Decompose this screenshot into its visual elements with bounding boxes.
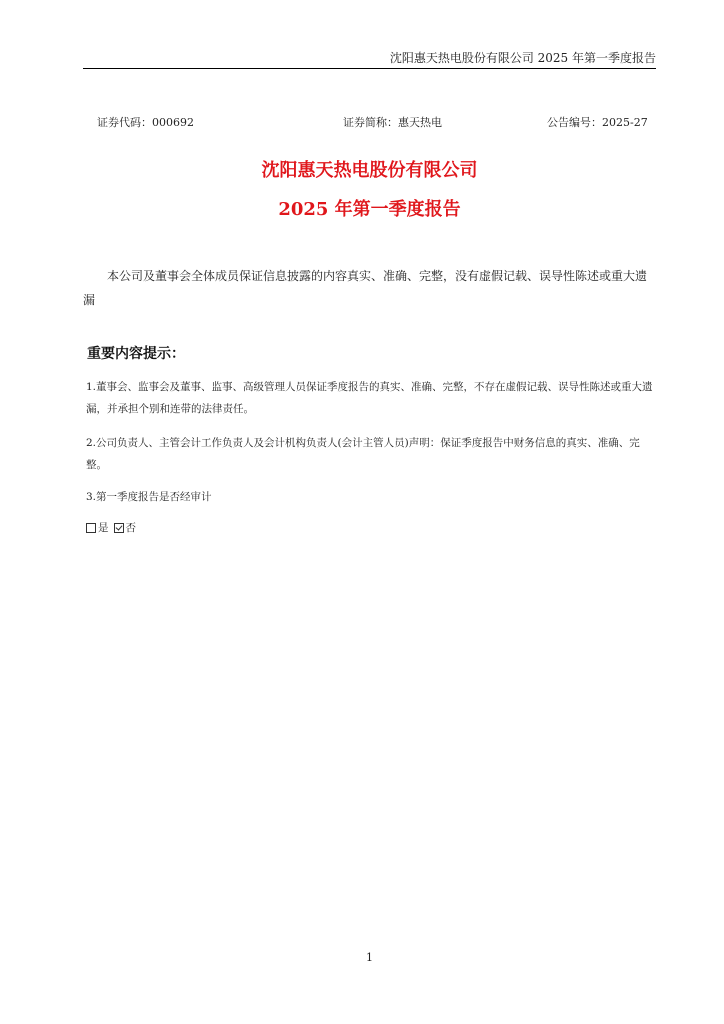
audit-options bbox=[86, 517, 141, 539]
audit-option-no bbox=[114, 517, 137, 539]
notice-item-2: 2.公司负责人、主管会计工作负责人及会计机构负责人(会计主管人员)声明：保证季度报告中财务信息的真实、准确、完整。 bbox=[86, 437, 640, 471]
notice-item-3: 3.第一季度报告是否经审计 bbox=[86, 491, 212, 503]
audit-no-checkbox bbox=[114, 523, 124, 533]
report-title: 2025 年第一季度报告 bbox=[278, 199, 461, 220]
audit-yes-label: 是 bbox=[98, 522, 109, 534]
audit-yes-checkbox bbox=[86, 523, 96, 533]
notice-item-1: 1.董事会、监事会及董事、监事、高级管理人员保证季度报告的真实、准确、完整，不存在虚假记载、误导性陈述或重大遗漏，并承担个别和连带的法律责任。 bbox=[86, 381, 653, 415]
audit-no-label: 否 bbox=[125, 522, 136, 534]
stock-abbreviation: 证券简称：惠天热电 bbox=[343, 116, 442, 129]
important-notes-heading: 重要内容提示： bbox=[87, 346, 185, 362]
board-statement: 本公司及董事会全体成员保证信息披露的内容真实、准确、完整，没有虚假记载、误导性陈述或重大遗漏 bbox=[83, 269, 648, 307]
notice-number: 公告编号：2025-27 bbox=[547, 116, 648, 129]
header-rule bbox=[83, 68, 656, 69]
company-title: 沈阳惠天热电股份有限公司 bbox=[261, 160, 478, 181]
stock-code: 证券代码：000692 bbox=[97, 116, 194, 129]
page-number: 1 bbox=[366, 951, 373, 964]
running-header: 沈阳惠天热电股份有限公司 2025 年第一季度报告 bbox=[389, 51, 656, 65]
audit-option-yes bbox=[86, 517, 109, 539]
